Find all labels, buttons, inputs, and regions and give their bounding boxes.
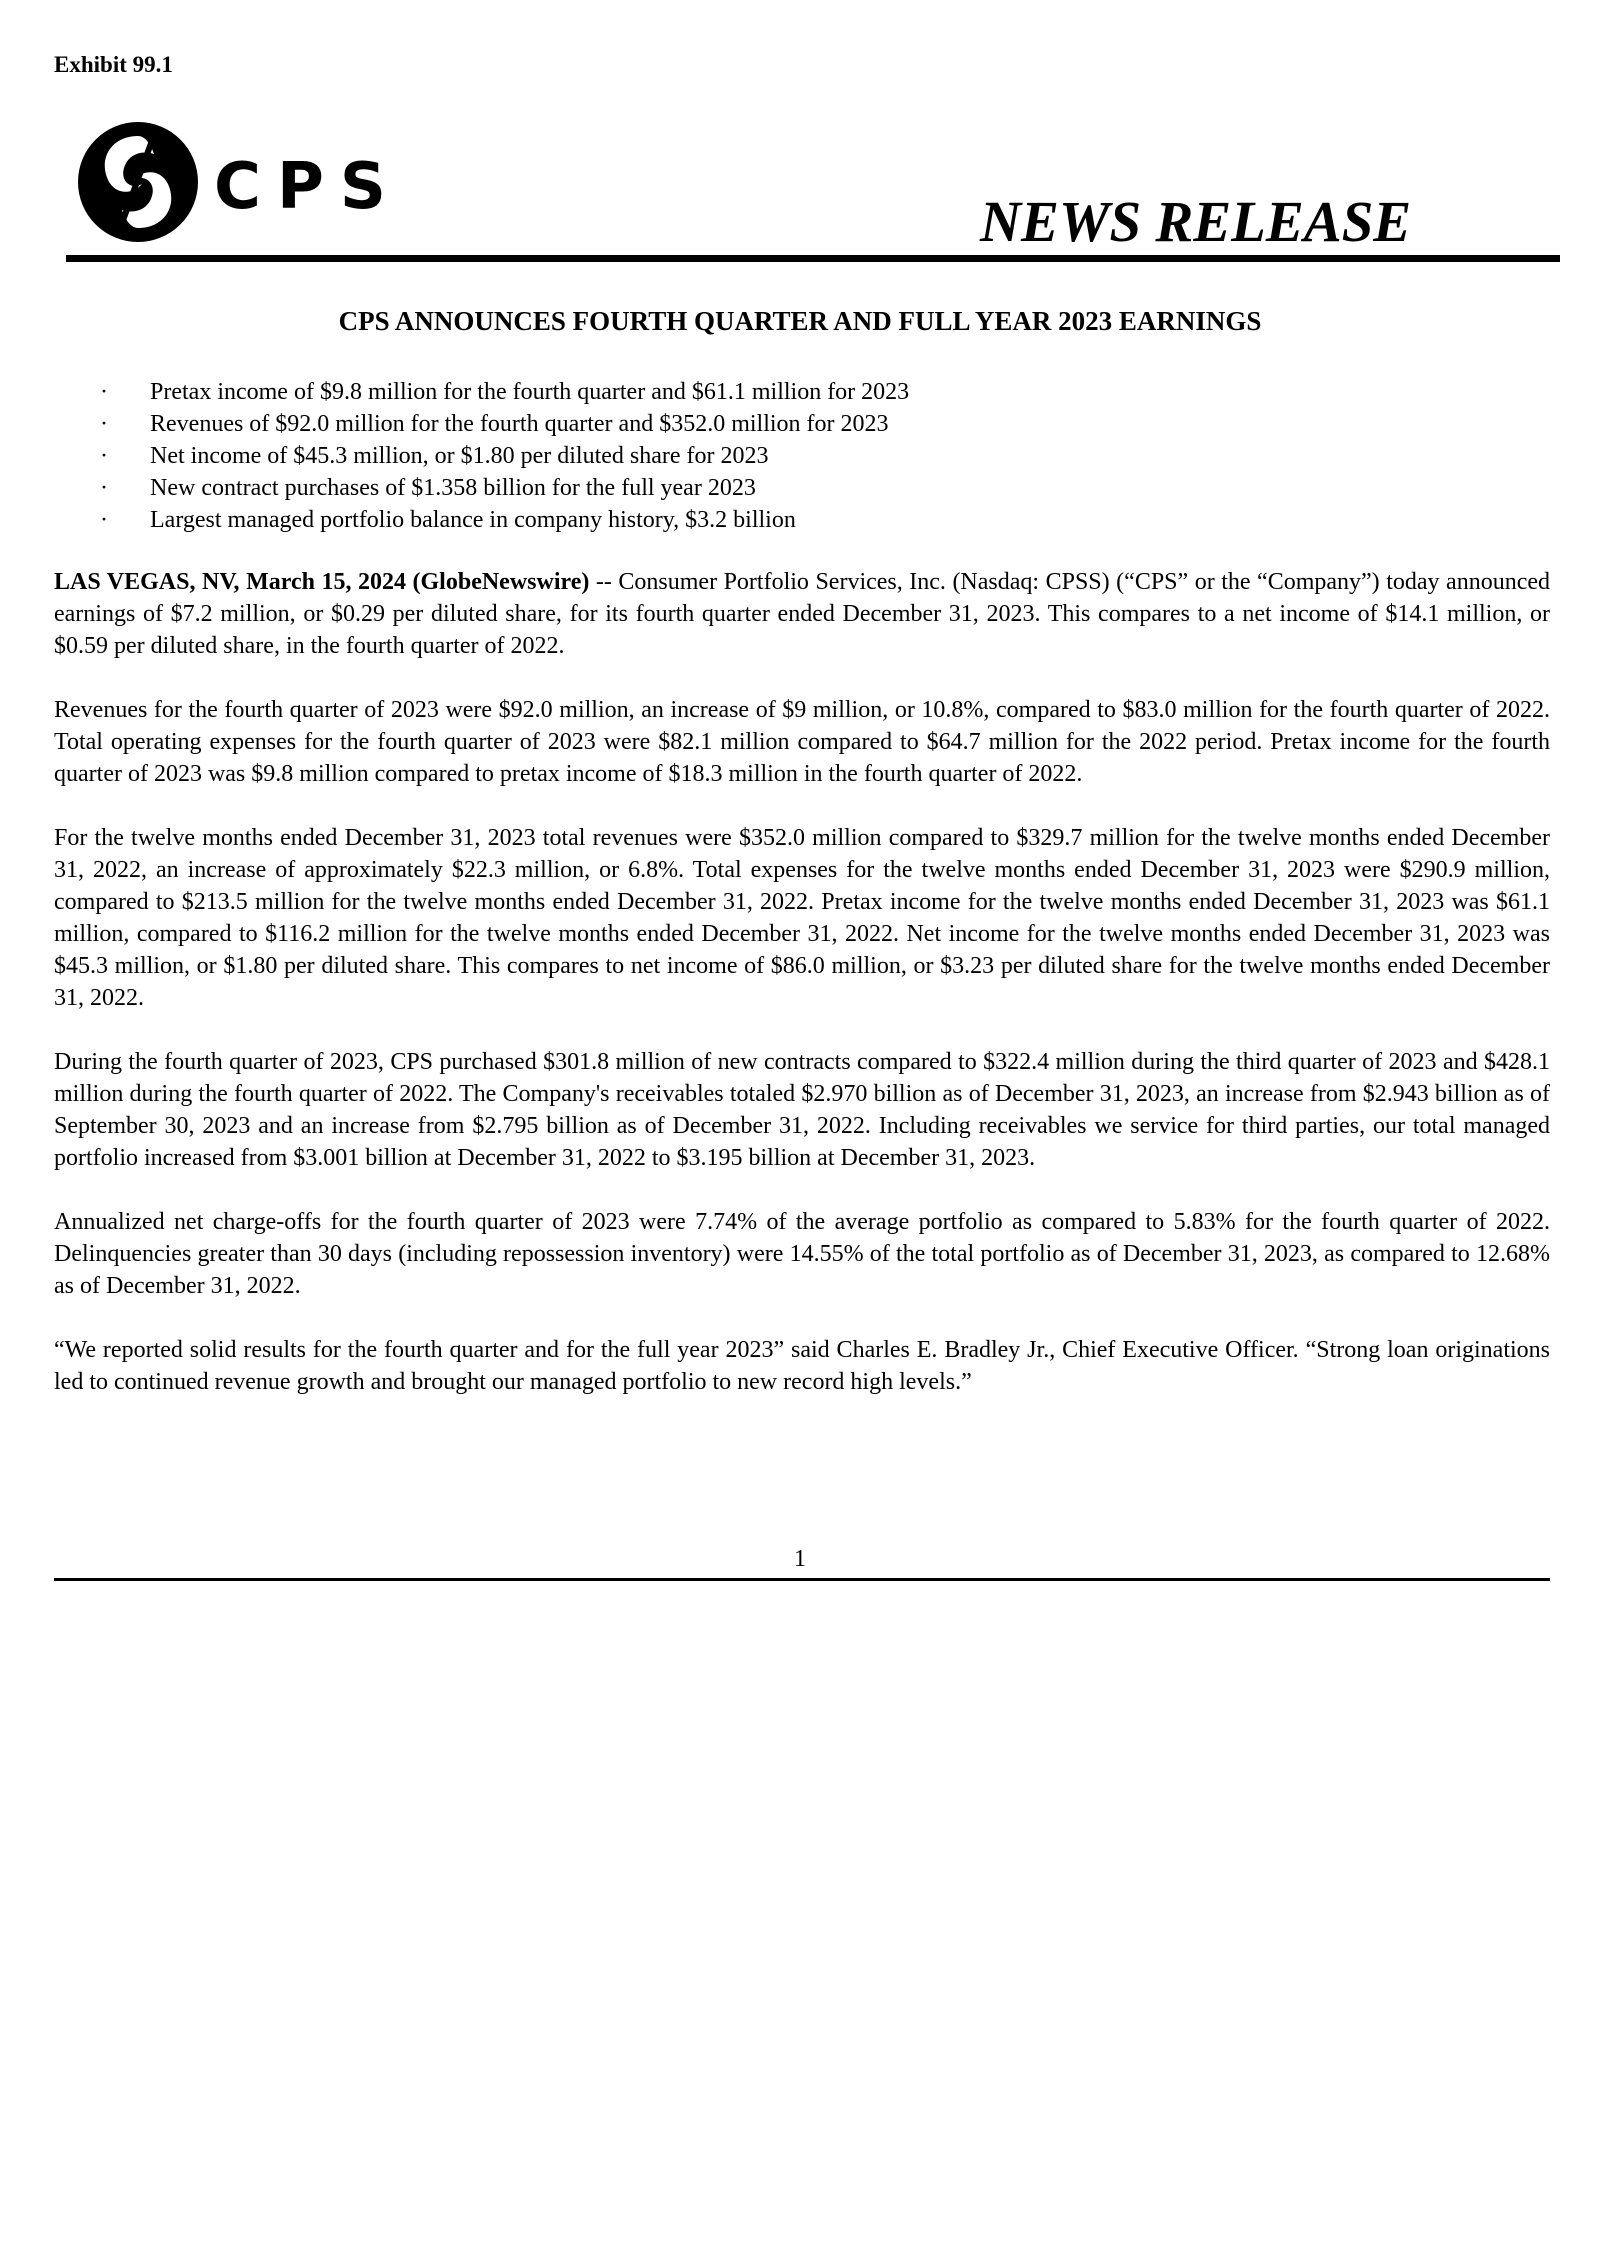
footer-divider (54, 1578, 1550, 1581)
bullet-icon: · (100, 379, 108, 405)
list-item: · New contract purchases of $1.358 billion for the full year 2023 (100, 472, 909, 504)
press-release-headline: CPS ANNOUNCES FOURTH QUARTER AND FULL YEAR 2023 EARNINGS (338, 306, 1262, 336)
paragraph-credit-quality: Annualized net charge-offs for the fourth quarter of 2023 were 7.74% of the average portfolio as compared to 5.83% for the fourth quarter of 2022. Delinquencies greater than 30 days (including repossession inventory) were 14.55% of the total portfolio as of December 31, 2023, as compared to 12.68% as of December 31, 2022. (54, 1209, 1550, 1299)
press-release-body (54, 566, 1550, 1430)
paragraph-intro: LAS VEGAS, NV, March 15, 2024 (GlobeNewswire) -- Consumer Portfolio Services, Inc. (Nasdaq: CPSS) (“CPS” or the “Company”) today announced earnings of $7.2 million, or $0.29 per diluted share, for its fourth quarter ended December 31, 2023. This compares to a net income of $14.1 million, or $0.59 per diluted share, in the fourth quarter of 2022. (54, 569, 1550, 659)
news-release-label: NEWS RELEASE (980, 189, 1412, 254)
bullet-icon: · (100, 411, 108, 437)
page-number: 1 (794, 1546, 806, 1572)
logo-text: CPS (214, 150, 402, 224)
bullet-icon: · (100, 475, 108, 501)
highlights-list (100, 376, 909, 536)
list-item: · Net income of $45.3 million, or $1.80 per diluted share for 2023 (100, 440, 909, 472)
paragraph-contracts-portfolio: During the fourth quarter of 2023, CPS purchased $301.8 million of new contracts compared to $322.4 million during the third quarter of 2023 and $428.1 million during the fourth quarter of 2022. The Company's receivables totaled $2.970 billion as of December 31, 2023, an increase from $2.943 billion as of September 30, 2023 and an increase from $2.795 billion as of December 31, 2022. Including receivables we service for third parties, our total managed portfolio increased from $3.001 billion at December 31, 2022 to $3.195 billion at December 31, 2023. (54, 1049, 1550, 1171)
bullet-icon: · (100, 443, 108, 469)
exhibit-label: Exhibit 99.1 (54, 52, 173, 77)
paragraph-annual-results: For the twelve months ended December 31, 2023 total revenues were $352.0 million compared to $329.7 million for the twelve months ended December 31, 2022, an increase of approximately $22.3 million, or 6.8%. Total expenses for the twelve months ended December 31, 2023 were $290.9 million, compared to $213.5 million for the twelve months ended December 31, 2022. Pretax income for the twelve months ended December 31, 2023 was $61.1 million, compared to $116.2 million for the twelve months ended December 31, 2022. Net income for the twelve months ended December 31, 2023 was $45.3 million, or $1.80 per diluted share. This compares to net income of $86.0 million, or $3.23 per diluted share for the twelve months ended December 31, 2022. (54, 825, 1550, 1011)
dateline: LAS VEGAS, NV, March 15, 2024 (GlobeNewswire) (54, 569, 590, 595)
list-item: · Largest managed portfolio balance in company history, $3.2 billion (100, 504, 909, 536)
header-divider (66, 255, 1560, 262)
paragraph-quarter-revenue: Revenues for the fourth quarter of 2023 were $92.0 million, an increase of $9 million, or 10.8%, compared to $83.0 million for the fourth quarter of 2022. Total operating expenses for the fourth quarter of 2023 were $82.1 million compared to $64.7 million for the 2022 period. Pretax income for the fourth quarter of 2023 was $9.8 million compared to pretax income of $18.3 million in the fourth quarter of 2022. (54, 697, 1550, 787)
company-logo (76, 120, 416, 248)
list-item: · Revenues of $92.0 million for the fourth quarter and $352.0 million for 2023 (100, 408, 909, 440)
paragraph-ceo-quote: “We reported solid results for the fourth quarter and for the full year 2023” said Charles E. Bradley Jr., Chief Executive Officer. “Strong loan originations led to continued revenue growth and brought our managed portfolio to new record high levels.” (54, 1337, 1550, 1395)
list-item: · Pretax income of $9.8 million for the fourth quarter and $61.1 million for 2023 (100, 376, 909, 408)
bullet-icon: · (100, 507, 108, 533)
cps-swirl-logo-icon (78, 122, 198, 242)
